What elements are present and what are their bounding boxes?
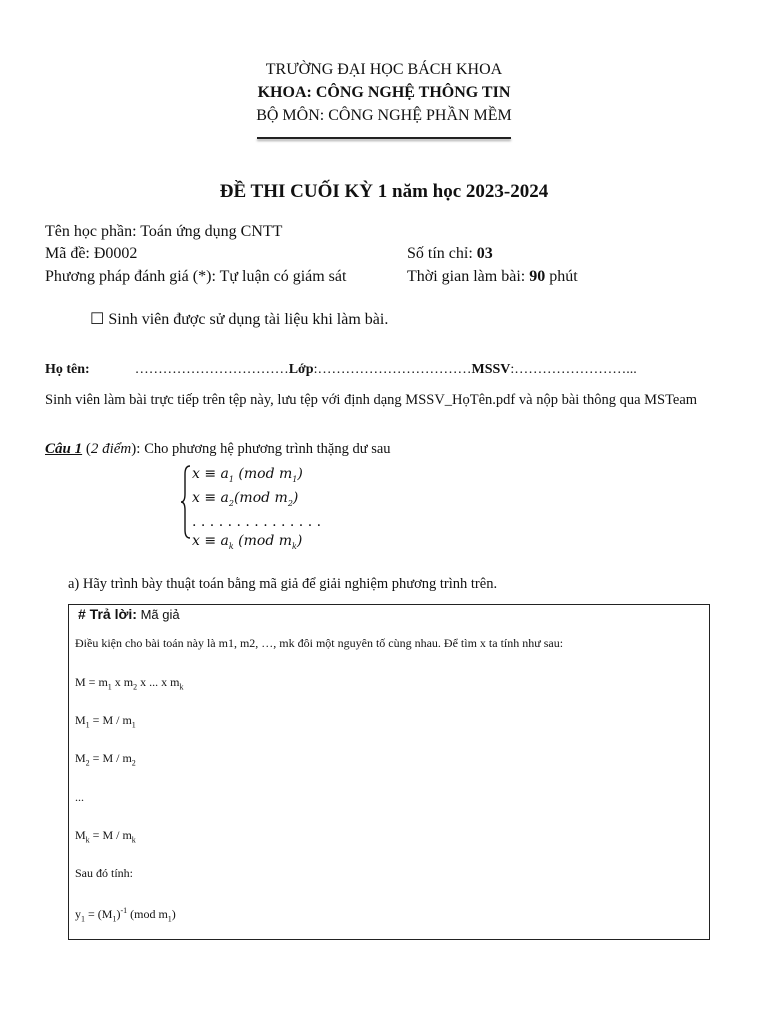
answer-heading-label: # Trả lời:: [78, 606, 137, 622]
answer-then: Sau đó tính:: [75, 866, 134, 880]
time-unit: phút: [545, 268, 578, 285]
formula-m1: $M_1 = M / m_1$: [75, 713, 136, 730]
time-value: 90: [529, 268, 546, 285]
class-label: Lớp: [288, 362, 314, 377]
answer-box[interactable]: [68, 604, 710, 940]
course-name: Tên học phần: Toán ứng dụng CNTT: [45, 223, 283, 240]
student-id-label: MSSV: [471, 362, 511, 377]
answer-heading: [78, 606, 180, 622]
header-divider: [257, 137, 511, 139]
exam-duration: [407, 267, 578, 287]
question-text: Cho phương hệ phương trình thặng dư sau: [144, 441, 391, 457]
answer-condition: Điều kiện cho bài toán này là m1, m2, …, mk đôi một nguyên tố cùng nhau. Để tìm x ta tính như sau:: [75, 636, 564, 650]
credits-label: Số tín chỉ:: [407, 245, 477, 262]
equation-k: $x \equiv a_k$ (mod $m_k$): [192, 532, 303, 551]
credits-value: 03: [476, 245, 493, 262]
answer-heading-text: Mã giả: [136, 607, 180, 622]
question-1-heading: Câu 1 (2 điểm): Cho phương hệ phương trình thặng dư sau: [45, 441, 391, 457]
student-id-field[interactable]: :……………………...: [510, 362, 637, 377]
exam-title: ĐỀ THI CUỐI KỲ 1 năm học 2023-2024: [219, 181, 549, 202]
department-name: BỘ MÔN: CÔNG NGHỆ PHẦN MỀM: [256, 107, 512, 124]
formula-mk: $M_k = M / m_k$: [75, 828, 136, 845]
submission-instruction: Sinh viên làm bài trực tiếp trên tệp này, lưu tệp với định dạng MSSV_HọTên.pdf và nộp bài thông qua MSTeam: [45, 392, 698, 408]
congruence-system: [192, 465, 321, 555]
equation-ellipsis: . . . . . . . . . . . . . . .: [192, 513, 322, 530]
question-label: Câu 1: [45, 441, 83, 457]
question-part-a: a) Hãy trình bày thuật toán bằng mã giả để giải nghiệm phương trình trên.: [68, 576, 498, 592]
system-brace: [180, 464, 192, 540]
formula-ellipsis: ...: [75, 790, 84, 804]
assessment-method: Phương pháp đánh giá (*): Tự luận có giám sát: [45, 268, 347, 285]
formula-m2: $M_2 = M / m_2$: [75, 751, 136, 768]
university-name: TRƯỜNG ĐẠI HỌC BÁCH KHOA: [265, 61, 503, 78]
question-points: 2 điểm: [90, 441, 132, 457]
class-field[interactable]: :……………………………: [313, 362, 472, 377]
equation-1: $x \equiv a_1$ (mod $m_1$): [192, 466, 303, 484]
credits: [407, 244, 493, 264]
faculty-name: KHOA: CÔNG NGHỆ THÔNG TIN: [257, 84, 511, 101]
equation-2: $x \equiv a_2(mod$ $m_2$): [192, 489, 299, 508]
materials-checkbox[interactable]: ☐ Sinh viên được sử dụng tài liệu khi làm bài.: [90, 311, 389, 328]
time-label: Thời gian làm bài:: [407, 268, 530, 285]
name-label: Họ tên:: [45, 362, 90, 377]
name-field[interactable]: ……………………………: [134, 362, 289, 377]
exam-code: Mã đề: Đ0002: [45, 245, 138, 262]
formula-y1: $y_1 = (M_1)^{-1}$ (mod $m_1$): [75, 906, 176, 924]
student-info-line: [45, 361, 637, 379]
formula-m: $M = m_1$ x $m_2$ x ... x $m_k$: [75, 675, 184, 692]
